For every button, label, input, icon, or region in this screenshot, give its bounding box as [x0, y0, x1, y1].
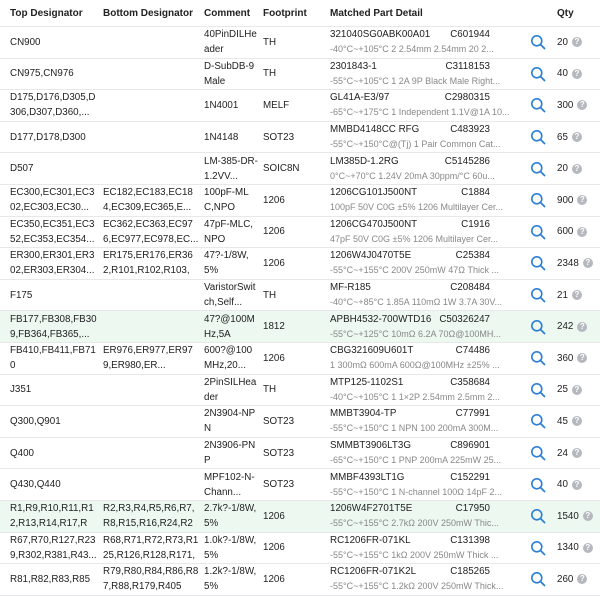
help-icon[interactable]: ? — [577, 195, 587, 205]
part-mpn: GL41A-E3/97 — [330, 92, 390, 104]
matched-part-cell[interactable] — [330, 438, 526, 469]
part-description: -55°C~+155°C 1.2kΩ 200V 250mW Thick... — [330, 581, 504, 592]
qty-value: 40 — [557, 68, 568, 80]
top-designator-cell: D175,D176,D305,D306,D307,D360,... — [10, 92, 96, 119]
part-mpn: 1206W4F2701T5E — [330, 503, 413, 515]
search-icon[interactable] — [530, 540, 546, 556]
matched-part-cell[interactable] — [330, 406, 526, 437]
top-designator-cell: Q400 — [10, 447, 34, 459]
part-mpn: MF-R185 — [330, 282, 371, 294]
search-icon[interactable] — [530, 571, 546, 587]
help-icon[interactable]: ? — [572, 37, 582, 47]
comment-cell: 2N3906-PNP — [204, 440, 256, 467]
top-designator-cell: CN975,CN976 — [10, 68, 74, 80]
qty-value: 1340 — [557, 542, 579, 554]
part-mpn: 1206CG101J500NT — [330, 187, 418, 199]
comment-cell: 1N4001 — [204, 99, 239, 111]
footprint-cell: SOT23 — [263, 447, 295, 459]
search-icon[interactable] — [530, 413, 546, 429]
qty-value: 20 — [557, 36, 568, 48]
part-mpn: 2301843-1 — [330, 60, 377, 72]
part-description: -55°C~+105°C 1 2A 9P Black Male Right... — [330, 75, 501, 86]
table-row[interactable] — [0, 217, 600, 249]
part-description: -65°C~+175°C 1 Independent 1.1V@1A 10... — [330, 107, 510, 118]
part-mpn: LM385D-1.2RG — [330, 155, 399, 167]
table-row[interactable] — [0, 469, 600, 501]
matched-part-cell[interactable] — [330, 564, 526, 595]
bottom-designator-cell — [103, 375, 199, 406]
header-top-designator[interactable]: Top Designator — [10, 7, 83, 19]
part-lcsc: C25384 — [455, 250, 490, 262]
footprint-cell: SOIC8N — [263, 163, 300, 175]
comment-cell: 1.0k?-1/8W,5% — [204, 534, 257, 561]
comment-cell: 2PinSILHeader — [204, 376, 257, 403]
bottom-designator-cell: R68,R71,R72,R73,R125,R126,R128,R171, — [103, 534, 199, 561]
help-icon[interactable]: ? — [572, 448, 582, 458]
part-lcsc: C483923 — [450, 124, 490, 136]
search-icon[interactable] — [530, 192, 546, 208]
help-icon[interactable]: ? — [572, 69, 582, 79]
bottom-designator-cell — [103, 311, 199, 342]
qty-value: 1540 — [557, 510, 579, 522]
search-icon[interactable] — [530, 224, 546, 240]
table-row[interactable] — [0, 564, 600, 596]
part-description: -40°C~+85°C 1.85A 110mΩ 1W 3.7A 30V... — [330, 297, 503, 308]
search-icon[interactable] — [530, 287, 546, 303]
top-designator-cell: FB410,FB411,FB710 — [10, 345, 96, 372]
matched-part-cell[interactable] — [330, 59, 526, 90]
matched-part-cell[interactable] — [330, 375, 526, 406]
search-icon[interactable] — [530, 34, 546, 50]
footprint-cell: 1206 — [263, 194, 285, 206]
qty-value: 20 — [557, 163, 568, 175]
comment-cell: 47?@100MHz,5A — [204, 313, 255, 340]
top-designator-cell: R1,R9,R10,R11,R12,R13,R14,R17,R — [10, 503, 94, 530]
footprint-cell: 1206 — [263, 510, 285, 522]
header-matched-part[interactable]: Matched Part Detail — [330, 7, 423, 19]
comment-cell: 40PinDILHeader — [204, 29, 257, 56]
search-icon[interactable] — [530, 97, 546, 113]
comment-cell: MPF102-N-Chann... — [204, 471, 255, 498]
part-description: -55°C~+150°C@(Tj) 1 Pair Common Cat... — [330, 139, 501, 150]
part-lcsc: C74486 — [455, 345, 490, 357]
help-icon[interactable]: ? — [572, 416, 582, 426]
part-lcsc: C5145286 — [444, 155, 490, 167]
bottom-designator-cell: EC182,EC183,EC184,EC309,EC365,E... — [103, 187, 193, 214]
part-lcsc: C185265 — [450, 566, 490, 578]
matched-part-cell[interactable] — [330, 153, 526, 184]
footprint-cell: MELF — [263, 99, 290, 111]
matched-part-cell[interactable] — [330, 248, 526, 279]
top-designator-cell: F175 — [10, 289, 33, 301]
footprint-cell: TH — [263, 68, 277, 80]
search-icon[interactable] — [530, 508, 546, 524]
matched-part-cell[interactable] — [330, 90, 526, 121]
comment-cell: LM-385-DR-1.2VV... — [204, 155, 258, 182]
qty-value: 40 — [557, 479, 568, 491]
part-description: -55°C~+125°C 10mΩ 6.2A 70Ω@100MH... — [330, 328, 501, 339]
part-mpn: MMBD4148CC RFG — [330, 124, 420, 136]
table-row[interactable] — [0, 406, 600, 438]
footprint-cell: 1206 — [263, 257, 285, 269]
qty-value: 21 — [557, 289, 568, 301]
bottom-designator-cell: ER976,ER977,ER979,ER980,ER... — [103, 345, 193, 372]
help-icon[interactable]: ? — [577, 353, 587, 363]
bottom-designator-cell: ER175,ER176,ER362,R101,R102,R103, — [103, 250, 193, 277]
table-row[interactable] — [0, 375, 600, 407]
part-lcsc: C1884 — [461, 187, 490, 199]
search-icon[interactable] — [530, 350, 546, 366]
table-row[interactable] — [0, 153, 600, 185]
part-lcsc: C131398 — [450, 534, 490, 546]
top-designator-cell: R67,R70,R127,R239,R302,R381,R43... — [10, 534, 97, 561]
part-mpn: SMMBT3906LT3G — [330, 440, 411, 452]
help-icon[interactable]: ? — [572, 385, 582, 395]
qty-value: 24 — [557, 447, 568, 459]
qty-value: 600 — [557, 226, 574, 238]
bottom-designator-cell: EC362,EC363,EC976,EC977,EC978,EC... — [103, 218, 199, 245]
footprint-cell: 1206 — [263, 573, 285, 585]
footprint-cell: 1206 — [263, 352, 285, 364]
comment-cell: D-SubDB-9Male — [204, 60, 255, 87]
part-lcsc: C896901 — [450, 440, 490, 452]
part-mpn: 1206CG470J500NT — [330, 218, 418, 230]
help-icon[interactable]: ? — [577, 227, 587, 237]
part-description: -55°C~+155°C 200V 250mW 47Ω Thick ... — [330, 265, 500, 276]
part-description: 1 300mΩ 600mA 600Ω@100MHz ±25% ... — [330, 360, 500, 371]
part-lcsc: C601944 — [450, 29, 490, 41]
matched-part-cell[interactable] — [330, 27, 526, 58]
table-row[interactable] — [0, 122, 600, 154]
search-icon[interactable] — [530, 129, 546, 145]
top-designator-cell: D507 — [10, 163, 34, 175]
table-row[interactable] — [0, 343, 600, 375]
table-row[interactable] — [0, 438, 600, 470]
part-description: -55°C~+155°C 1kΩ 200V 250mW Thick ... — [330, 549, 499, 560]
comment-cell: 1N4148 — [204, 131, 239, 143]
part-mpn: MMBT3904-TP — [330, 408, 397, 420]
search-icon[interactable] — [530, 66, 546, 82]
part-mpn: MTP125-1102S1 — [330, 376, 404, 388]
help-icon[interactable]: ? — [583, 258, 593, 268]
bottom-designator-cell: R2,R3,R4,R5,R6,R7,R8,R15,R16,R24,R2 — [103, 503, 195, 530]
part-lcsc: C50326247 — [439, 313, 490, 325]
header-comment[interactable]: Comment — [204, 7, 251, 19]
bottom-designator-cell: R79,R80,R84,R86,R87,R88,R179,R405 — [103, 566, 199, 593]
part-lcsc: C358684 — [450, 376, 490, 388]
part-lcsc: C1916 — [461, 218, 490, 230]
bottom-designator-cell — [103, 406, 199, 437]
help-icon[interactable]: ? — [577, 322, 587, 332]
part-description: 47pF 50V C0G ±5% 1206 Multilayer Cer... — [330, 233, 499, 244]
help-icon[interactable]: ? — [572, 164, 582, 174]
bottom-designator-cell — [103, 90, 199, 121]
part-description: -55°C~+155°C 2.7kΩ 200V 250mW Thic... — [330, 518, 499, 529]
footprint-cell: SOT23 — [263, 131, 295, 143]
top-designator-cell: EC300,EC301,EC302,EC303,EC30... — [10, 187, 95, 214]
part-mpn: APBH4532-700WTD16 — [330, 313, 432, 325]
part-mpn: 1206W4J0470T5E — [330, 250, 412, 262]
footprint-cell: TH — [263, 384, 277, 396]
comment-cell: 100pF-MLC,NPO — [204, 187, 249, 214]
table-row[interactable] — [0, 280, 600, 312]
help-icon[interactable]: ? — [583, 511, 593, 521]
part-mpn: RC1206FR-071KL — [330, 534, 411, 546]
header-footprint[interactable]: Footprint — [263, 7, 307, 19]
bottom-designator-cell — [103, 469, 199, 500]
help-icon[interactable]: ? — [577, 100, 587, 110]
footprint-cell: 1812 — [263, 321, 285, 333]
qty-value: 2348 — [557, 257, 579, 269]
part-mpn: RC1206FR-071K2L — [330, 566, 417, 578]
part-lcsc: C3118153 — [445, 60, 490, 72]
comment-cell: 47pF-MLC,NPO — [204, 218, 253, 245]
bottom-designator-cell — [103, 59, 199, 90]
top-designator-cell: CN900 — [10, 36, 41, 48]
part-lcsc: C208484 — [450, 282, 490, 294]
part-lcsc: C2980315 — [444, 92, 490, 104]
qty-value: 900 — [557, 194, 574, 206]
part-lcsc: C77991 — [455, 408, 490, 420]
qty-value: 25 — [557, 384, 568, 396]
part-description: 0°C~+70°C 1.24V 20mA 30ppm/°C 60u... — [330, 170, 495, 181]
table-row[interactable] — [0, 59, 600, 91]
footprint-cell: SOT23 — [263, 415, 295, 427]
table-row[interactable] — [0, 248, 600, 280]
matched-part-cell[interactable] — [330, 469, 526, 500]
comment-cell: VaristorSwitch,Self... — [204, 282, 256, 309]
matched-part-cell[interactable] — [330, 280, 526, 311]
footprint-cell: 1206 — [263, 226, 285, 238]
table-body — [0, 27, 600, 596]
table-row[interactable] — [0, 533, 600, 565]
qty-value: 300 — [557, 99, 574, 111]
qty-value: 242 — [557, 321, 574, 333]
search-icon[interactable] — [530, 255, 546, 271]
footprint-cell: 1206 — [263, 542, 285, 554]
help-icon[interactable]: ? — [572, 290, 582, 300]
top-designator-cell: R81,R82,R83,R85 — [10, 573, 91, 585]
part-lcsc: C17950 — [455, 503, 490, 515]
footprint-cell: TH — [263, 289, 277, 301]
part-description: -40°C~+105°C 2 2.54mm 2.54mm 20 2... — [330, 44, 494, 55]
bottom-designator-cell — [103, 438, 199, 469]
bottom-designator-cell — [103, 122, 199, 153]
table-header — [0, 0, 600, 27]
search-icon[interactable] — [530, 477, 546, 493]
matched-part-cell[interactable] — [330, 122, 526, 153]
table-row[interactable] — [0, 27, 600, 59]
help-icon[interactable]: ? — [572, 132, 582, 142]
matched-part-cell[interactable] — [330, 217, 526, 248]
qty-value: 260 — [557, 573, 574, 585]
search-icon[interactable] — [530, 161, 546, 177]
top-designator-cell: ER300,ER301,ER302,ER303,ER304... — [10, 250, 95, 277]
table-row[interactable] — [0, 185, 600, 217]
search-icon[interactable] — [530, 445, 546, 461]
part-lcsc: C152291 — [450, 471, 490, 483]
footprint-cell: SOT23 — [263, 479, 295, 491]
matched-part-cell[interactable] — [330, 501, 526, 532]
part-description: -55°C~+150°C 1 NPN 100 200mA 300M... — [330, 423, 499, 434]
matched-part-cell[interactable] — [330, 185, 526, 216]
footprint-cell: TH — [263, 36, 277, 48]
top-designator-cell: D177,D178,D300 — [10, 131, 86, 143]
bottom-designator-cell — [103, 153, 199, 184]
table-row[interactable] — [0, 311, 600, 343]
top-designator-cell: FB177,FB308,FB309,FB364,FB365,... — [10, 313, 97, 340]
matched-part-cell[interactable] — [330, 343, 526, 374]
qty-value: 360 — [557, 352, 574, 364]
search-icon[interactable] — [530, 382, 546, 398]
matched-part-cell[interactable] — [330, 311, 526, 342]
part-description: -65°C~+150°C 1 PNP 200mA 225mW 25... — [330, 455, 502, 466]
help-icon[interactable]: ? — [583, 543, 593, 553]
header-qty[interactable]: Qty — [557, 7, 574, 19]
comment-cell: 1.2k?-1/8W,5% — [204, 566, 257, 593]
comment-cell: 2N3904-NPN — [204, 408, 256, 435]
comment-cell: 600?@100MHz,20... — [204, 345, 253, 372]
top-designator-cell: Q430,Q440 — [10, 479, 61, 491]
bottom-designator-cell — [103, 27, 199, 58]
part-mpn: 321040SG0ABK00A01 — [330, 29, 431, 41]
matched-part-cell[interactable] — [330, 533, 526, 564]
comment-cell: 47?-1/8W,5% — [204, 250, 249, 277]
help-icon[interactable]: ? — [577, 574, 587, 584]
part-description: -55°C~+150°C 1 N-channel 100Ω 14pF 2... — [330, 486, 503, 497]
part-description: -40°C~+105°C 1 1×2P 2.54mm 2.5mm 2... — [330, 391, 500, 402]
part-description: 100pF 50V C0G ±5% 1206 Multilayer Cer... — [330, 202, 504, 213]
help-icon[interactable]: ? — [572, 480, 582, 490]
top-designator-cell: J351 — [10, 384, 32, 396]
part-mpn: CBG321609U601T — [330, 345, 414, 357]
bottom-designator-cell — [103, 280, 199, 311]
part-mpn: MMBF4393LT1G — [330, 471, 405, 483]
header-bottom-designator[interactable]: Bottom Designator — [103, 7, 193, 19]
table-row[interactable] — [0, 501, 600, 533]
comment-cell: 2.7k?-1/8W,5% — [204, 503, 257, 530]
top-designator-cell: Q300,Q901 — [10, 415, 61, 427]
top-designator-cell: EC350,EC351,EC352,EC353,EC354... — [10, 218, 95, 245]
qty-value: 45 — [557, 415, 568, 427]
table-row[interactable] — [0, 90, 600, 122]
search-icon[interactable] — [530, 319, 546, 335]
qty-value: 65 — [557, 131, 568, 143]
